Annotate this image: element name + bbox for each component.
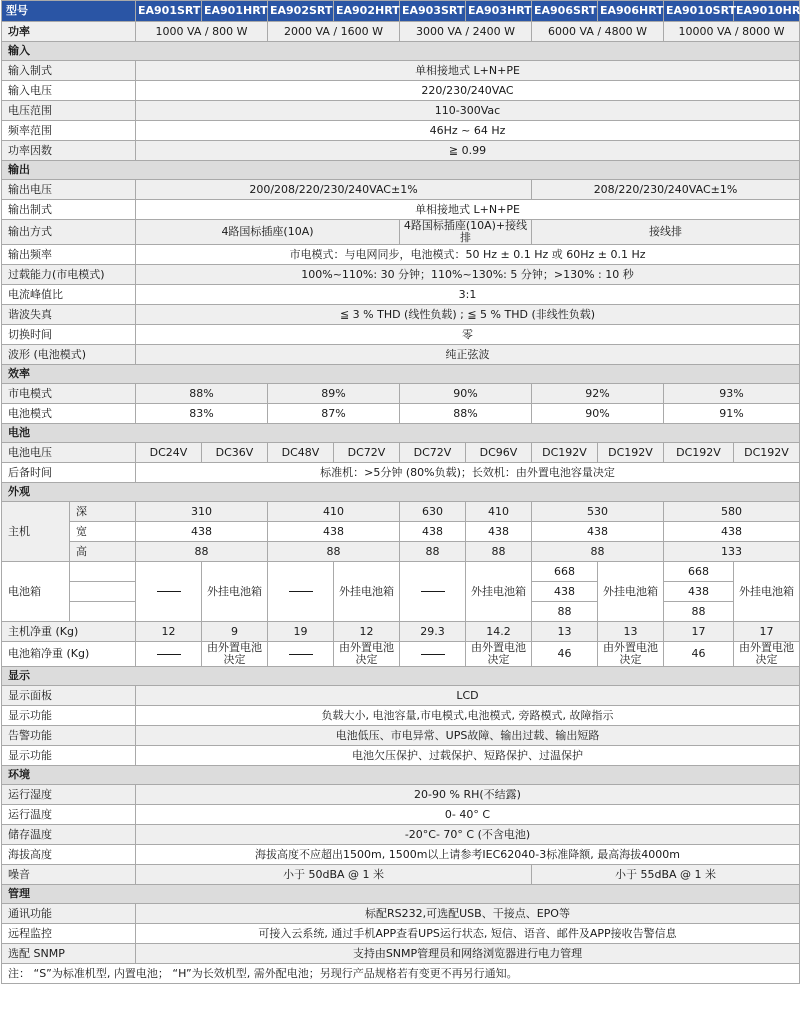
cell-value: -20°C- 70° C (不含电池)	[136, 825, 800, 845]
cell-value: 由外置电池决定	[466, 642, 532, 667]
cell-value: 89%	[268, 384, 400, 404]
power-value: 2000 VA / 1600 W	[268, 22, 400, 42]
table-row	[2, 944, 800, 964]
row-label: 输出频率	[2, 245, 136, 265]
row-sublabel: 宽	[70, 522, 136, 542]
cell-value: 46	[532, 642, 598, 667]
table-row	[2, 325, 800, 345]
model-name: EA902SRT	[268, 1, 334, 22]
row-label: 频率范围	[2, 121, 136, 141]
row-label: 显示功能	[2, 706, 136, 726]
table-row	[2, 101, 800, 121]
cell-value: 88	[664, 602, 734, 622]
table-row	[2, 825, 800, 845]
row-label: 显示功能	[2, 746, 136, 766]
table-row	[2, 502, 800, 522]
row-label: 通讯功能	[2, 904, 136, 924]
cell-value: 100%~110%: 30 分钟；110%~130%: 5 分钟；>130% : 10 秒	[136, 265, 800, 285]
table-row	[2, 785, 800, 805]
cell-value: 13	[532, 622, 598, 642]
table-row	[2, 121, 800, 141]
table-row	[2, 622, 800, 642]
cell-value: 小于 50dBA @ 1 米	[136, 865, 532, 885]
model-name: EA9010SRT	[664, 1, 734, 22]
section-environment	[2, 766, 800, 785]
model-header-row	[2, 1, 800, 22]
table-row	[2, 245, 800, 265]
power-row	[2, 22, 800, 42]
section-title: 外观	[2, 483, 800, 502]
dash-mark	[289, 654, 313, 655]
model-name: EA901SRT	[136, 1, 202, 22]
row-label: 谐波失真	[2, 305, 136, 325]
cell-value: 小于 55dBA @ 1 米	[532, 865, 800, 885]
cell-value: 29.3	[400, 622, 466, 642]
cell-value: DC72V	[400, 443, 466, 463]
model-name: EA903SRT	[400, 1, 466, 22]
cell-value: 91%	[664, 404, 800, 424]
cell-value: DC192V	[734, 443, 800, 463]
row-label: 市电模式	[2, 384, 136, 404]
cell-value: 标准机：>5分钟 (80%负载)；长效机：由外置电池容量决定	[136, 463, 800, 483]
cell-value: 外挂电池箱	[334, 562, 400, 622]
cell-value: 单相接地式 L+N+PE	[136, 200, 800, 220]
cell-value: 13	[598, 622, 664, 642]
table-row	[2, 285, 800, 305]
row-label: 功率	[2, 22, 136, 42]
cell-value: ≧ 0.99	[136, 141, 800, 161]
table-row	[2, 726, 800, 746]
cell-value: 668	[532, 562, 598, 582]
row-label: 电压范围	[2, 101, 136, 121]
cell-value: 零	[136, 325, 800, 345]
row-label: 运行湿度	[2, 785, 136, 805]
note-row	[2, 964, 800, 984]
row-sublabel: 深	[70, 502, 136, 522]
model-name: EA906HRT	[598, 1, 664, 22]
table-row	[2, 805, 800, 825]
model-name: EA901HRT	[202, 1, 268, 22]
cell-value: 668	[664, 562, 734, 582]
table-row	[2, 220, 800, 245]
row-label: 电池模式	[2, 404, 136, 424]
cell-value: 纯正弦波	[136, 345, 800, 365]
cell-empty	[136, 642, 202, 667]
section-title: 输出	[2, 161, 800, 180]
row-label: 电池箱净重 (Kg)	[2, 642, 136, 667]
cell-value: 410	[466, 502, 532, 522]
cell-value: LCD	[136, 686, 800, 706]
cell-empty	[268, 562, 334, 622]
row-label: 电池箱	[2, 562, 70, 622]
cell-value: 83%	[136, 404, 268, 424]
row-label: 储存温度	[2, 825, 136, 845]
power-value: 3000 VA / 2400 W	[400, 22, 532, 42]
row-label: 电池电压	[2, 443, 136, 463]
cell-value: DC192V	[664, 443, 734, 463]
row-label: 切换时间	[2, 325, 136, 345]
cell-value: 海拔高度不应超出1500m, 1500m以上请参考IEC62040-3标准降额, 最高海拔4000m	[136, 845, 800, 865]
cell-value: 88%	[400, 404, 532, 424]
cell-value: 438	[466, 522, 532, 542]
row-label: 功率因数	[2, 141, 136, 161]
cell-value: 410	[268, 502, 400, 522]
table-row	[2, 404, 800, 424]
cell-value: 310	[136, 502, 268, 522]
cell-value: 外挂电池箱	[598, 562, 664, 622]
cell-empty	[400, 642, 466, 667]
cell-value: 9	[202, 622, 268, 642]
cell-value: 110-300Vac	[136, 101, 800, 121]
cell-value: 438	[268, 522, 400, 542]
cell-empty	[136, 562, 202, 622]
cell-value: 438	[664, 582, 734, 602]
cell-value: 88%	[136, 384, 268, 404]
model-name: EA9010HRT	[734, 1, 800, 22]
row-label: 告警功能	[2, 726, 136, 746]
cell-value: DC96V	[466, 443, 532, 463]
table-row	[2, 746, 800, 766]
table-row	[2, 642, 800, 667]
model-label: 型号	[2, 1, 136, 22]
table-row	[2, 180, 800, 200]
cell-value: 4路国标插座(10A)+接线排	[400, 220, 532, 245]
cell-value: 由外置电池决定	[734, 642, 800, 667]
section-battery	[2, 424, 800, 443]
table-row	[2, 61, 800, 81]
cell-value: 支持由SNMP管理员和网络浏览器进行电力管理	[136, 944, 800, 964]
cell-value: 12	[136, 622, 202, 642]
row-label: 过载能力(市电模式)	[2, 265, 136, 285]
cell-value: 4路国标插座(10A)	[136, 220, 400, 245]
cell-value: 单相接地式 L+N+PE	[136, 61, 800, 81]
row-label: 输出方式	[2, 220, 136, 245]
cell-value: 580	[664, 502, 800, 522]
cell-value: DC36V	[202, 443, 268, 463]
section-input	[2, 42, 800, 61]
table-row	[2, 562, 800, 582]
cell-value: 由外置电池决定	[334, 642, 400, 667]
row-label: 电流峰值比	[2, 285, 136, 305]
row-label: 波形 (电池模式)	[2, 345, 136, 365]
row-label: 远程监控	[2, 924, 136, 944]
cell-value: 19	[268, 622, 334, 642]
row-label: 后备时间	[2, 463, 136, 483]
cell-value: 88	[400, 542, 466, 562]
section-display	[2, 667, 800, 686]
dash-mark	[421, 654, 445, 655]
dash-mark	[157, 654, 181, 655]
cell-value: 外挂电池箱	[466, 562, 532, 622]
cell-value: 电池低压、市电异常、UPS故障、输出过载、输出短路	[136, 726, 800, 746]
cell-value: 88	[532, 542, 664, 562]
cell-value: 14.2	[466, 622, 532, 642]
section-title: 环境	[2, 766, 800, 785]
table-row	[2, 305, 800, 325]
table-row	[2, 265, 800, 285]
cell-value: 88	[532, 602, 598, 622]
section-title: 输入	[2, 42, 800, 61]
dash-mark	[289, 591, 313, 592]
power-value: 1000 VA / 800 W	[136, 22, 268, 42]
cell-value: 17	[664, 622, 734, 642]
cell-empty	[400, 562, 466, 622]
cell-value: DC192V	[532, 443, 598, 463]
table-row	[2, 865, 800, 885]
model-name: EA906SRT	[532, 1, 598, 22]
dash-mark	[157, 591, 181, 592]
cell-value: 3:1	[136, 285, 800, 305]
table-row	[2, 522, 800, 542]
row-label: 噪音	[2, 865, 136, 885]
section-management	[2, 885, 800, 904]
cell-value: 接线排	[532, 220, 800, 245]
table-row	[2, 463, 800, 483]
row-label: 选配 SNMP	[2, 944, 136, 964]
section-efficiency	[2, 365, 800, 384]
row-label: 输入制式	[2, 61, 136, 81]
section-appearance	[2, 483, 800, 502]
cell-value: 标配RS232,可选配USB、干接点、EPO等	[136, 904, 800, 924]
section-title: 显示	[2, 667, 800, 686]
row-label: 输出制式	[2, 200, 136, 220]
cell-value: 90%	[400, 384, 532, 404]
table-row	[2, 443, 800, 463]
cell-value: 可接入云系统, 通过手机APP查看UPS运行状态, 短信、语音、邮件及APP接收告警信息	[136, 924, 800, 944]
table-row	[2, 141, 800, 161]
power-value: 10000 VA / 8000 W	[664, 22, 800, 42]
section-title: 效率	[2, 365, 800, 384]
cell-value: 外挂电池箱	[202, 562, 268, 622]
row-label: 运行温度	[2, 805, 136, 825]
row-label: 输出电压	[2, 180, 136, 200]
cell-value: 208/220/230/240VAC±1%	[532, 180, 800, 200]
dash-mark	[421, 591, 445, 592]
cell-value: DC24V	[136, 443, 202, 463]
cell-value: 630	[400, 502, 466, 522]
table-row	[2, 200, 800, 220]
cell-value: DC48V	[268, 443, 334, 463]
power-value: 6000 VA / 4800 W	[532, 22, 664, 42]
cell-empty	[70, 582, 136, 602]
row-label: 显示面板	[2, 686, 136, 706]
row-label: 输入电压	[2, 81, 136, 101]
table-row	[2, 924, 800, 944]
cell-value: 438	[136, 522, 268, 542]
row-label: 海拔高度	[2, 845, 136, 865]
cell-value: 438	[400, 522, 466, 542]
cell-value: 负载大小, 电池容量,市电模式,电池模式, 旁路模式, 故障指示	[136, 706, 800, 726]
cell-value: 由外置电池决定	[202, 642, 268, 667]
cell-empty	[70, 602, 136, 622]
model-name: EA903HRT	[466, 1, 532, 22]
cell-value: 93%	[664, 384, 800, 404]
cell-value: 220/230/240VAC	[136, 81, 800, 101]
spec-table	[1, 0, 807, 984]
table-row	[2, 345, 800, 365]
cell-value: 133	[664, 542, 800, 562]
row-sublabel: 高	[70, 542, 136, 562]
row-label: 主机	[2, 502, 70, 562]
table-row	[2, 542, 800, 562]
section-output	[2, 161, 800, 180]
cell-value: 92%	[532, 384, 664, 404]
cell-value: 438	[532, 522, 664, 542]
cell-value: 外挂电池箱	[734, 562, 800, 622]
row-label: 主机净重 (Kg)	[2, 622, 136, 642]
cell-value: ≦ 3 % THD (线性负载) ; ≦ 5 % THD (非线性负载)	[136, 305, 800, 325]
table-row	[2, 384, 800, 404]
cell-value: 电池欠压保护、过载保护、短路保护、过温保护	[136, 746, 800, 766]
cell-value: 17	[734, 622, 800, 642]
cell-value: 市电模式：与电网同步，电池模式：50 Hz ± 0.1 Hz 或 60Hz ± 0.1 Hz	[136, 245, 800, 265]
table-row	[2, 904, 800, 924]
cell-value: 88	[466, 542, 532, 562]
cell-value: 530	[532, 502, 664, 522]
model-name: EA902HRT	[334, 1, 400, 22]
cell-value: DC192V	[598, 443, 664, 463]
cell-empty	[70, 562, 136, 582]
cell-value: 438	[532, 582, 598, 602]
cell-value: 46Hz ~ 64 Hz	[136, 121, 800, 141]
section-title: 电池	[2, 424, 800, 443]
table-row	[2, 686, 800, 706]
cell-empty	[268, 642, 334, 667]
cell-value: 438	[664, 522, 800, 542]
cell-value: 88	[136, 542, 268, 562]
cell-value: 0- 40° C	[136, 805, 800, 825]
table-row	[2, 706, 800, 726]
cell-value: 12	[334, 622, 400, 642]
cell-value: 88	[268, 542, 400, 562]
cell-value: 200/208/220/230/240VAC±1%	[136, 180, 532, 200]
cell-value: 90%	[532, 404, 664, 424]
table-row	[2, 845, 800, 865]
table-row	[2, 81, 800, 101]
footnote: 注： “S”为标准机型, 内置电池； “H”为长效机型, 需外配电池；另现行产品规格若有变更不再另行通知。	[2, 964, 800, 984]
cell-value: 46	[664, 642, 734, 667]
cell-value: 87%	[268, 404, 400, 424]
section-title: 管理	[2, 885, 800, 904]
cell-value: 20-90 % RH(不结露)	[136, 785, 800, 805]
cell-value: 由外置电池决定	[598, 642, 664, 667]
cell-value: DC72V	[334, 443, 400, 463]
